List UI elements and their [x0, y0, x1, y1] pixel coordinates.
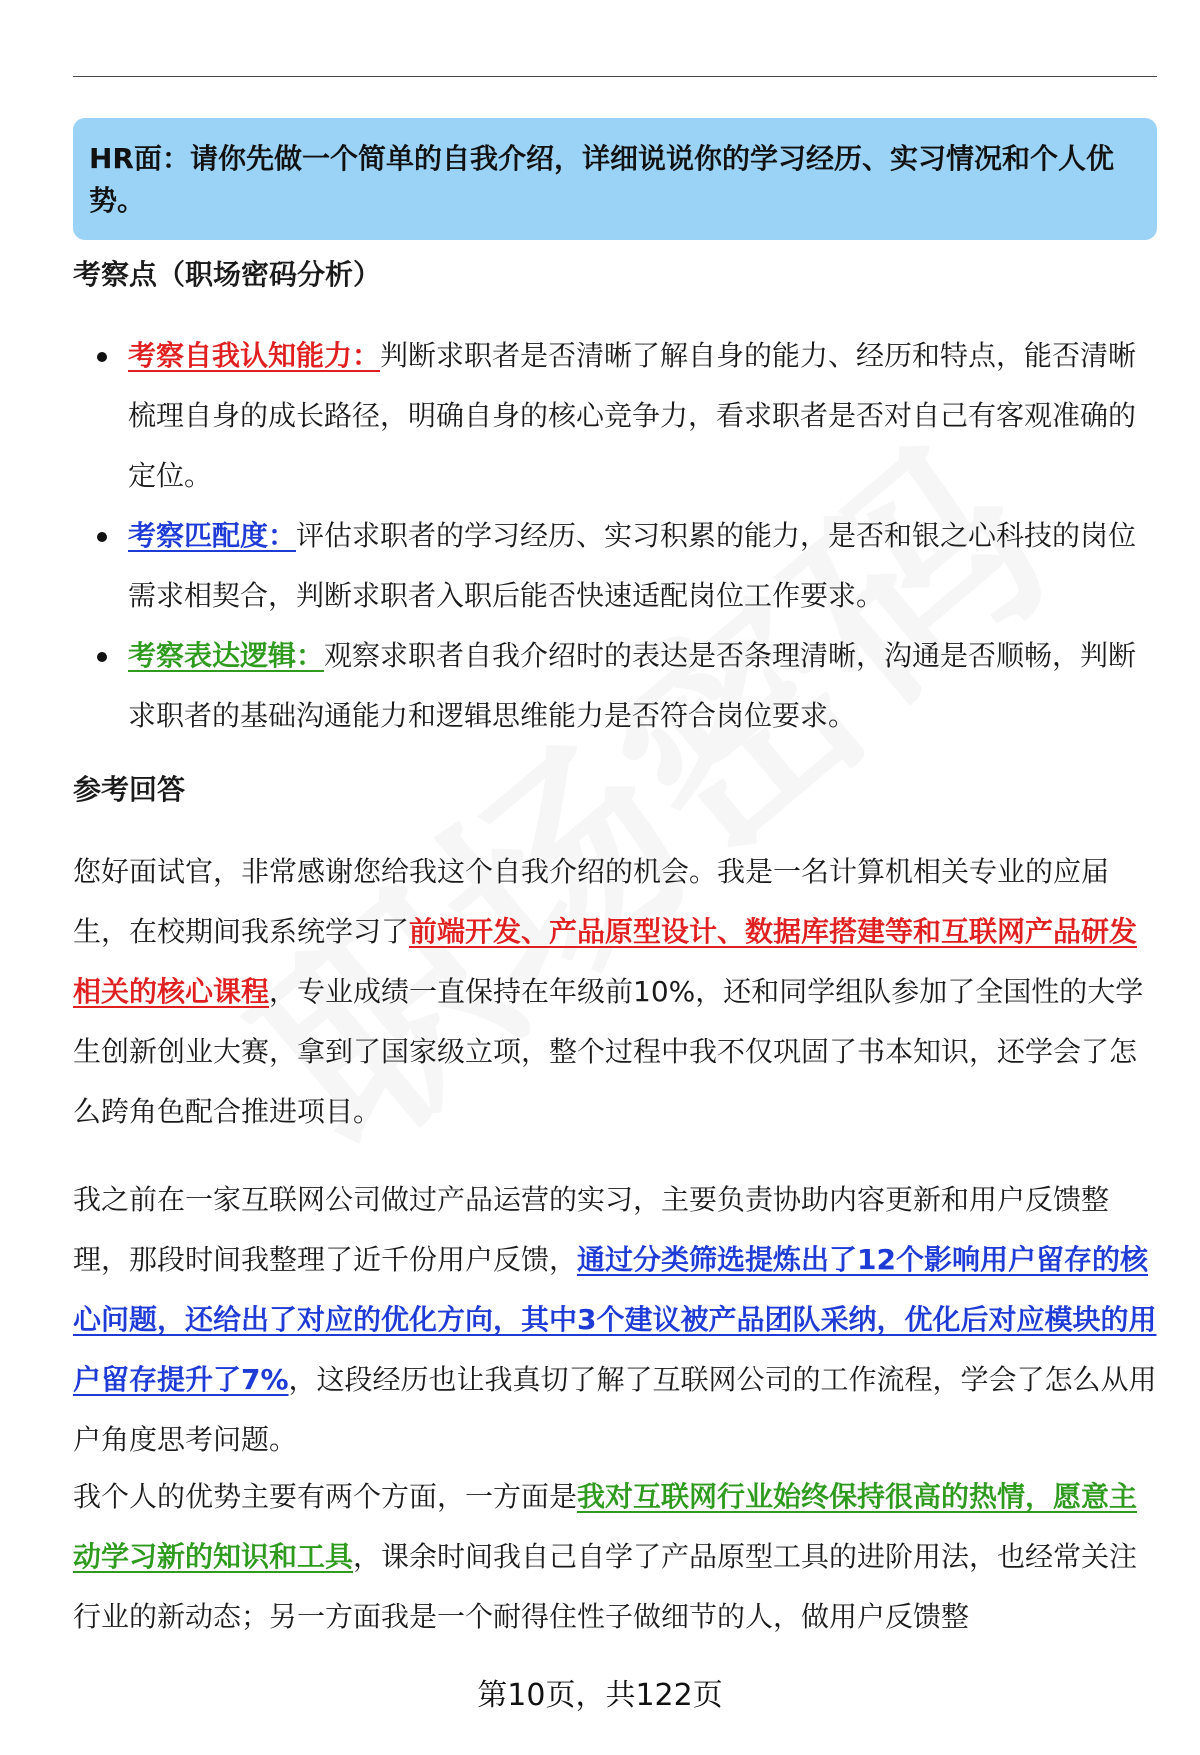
bullet-icon [97, 352, 107, 362]
analysis-point-fit [73, 506, 1157, 626]
point-text: 评估求职者的学习经历、实习积累的能力，是否和银之心科技的岗位需求相契合，判断求职者入职后能否快速适配岗位工作要求。 [128, 519, 1137, 612]
paragraph-text: ，课余时间我自己自学了产品原型工具的进阶用法，也经常关注行业的新动态；另一方面我是一个耐得住性子做细节的人，做用户反馈整 [73, 1540, 1138, 1633]
point-text: 观察求职者自我介绍时的表达是否条理清晰，沟通是否顺畅，判断求职者的基础沟通能力和逻辑思维能力是否符合岗位要求。 [128, 639, 1137, 732]
analysis-heading: 考察点（职场密码分析） [73, 258, 382, 291]
paragraph-highlight: 通过分类筛选提炼出了12个影响用户留存的核心问题，还给出了对应的优化方向，其中3个建议被产品团队采纳，优化后对应模块的用户留存提升了7% [73, 1243, 1157, 1396]
question-text: HR面：请你先做一个简单的自我介绍，详细说说你的学习经历、实习情况和个人优势。 [89, 142, 1114, 217]
answer-paragraph-education [73, 842, 1157, 1142]
analysis-points-list [73, 326, 1157, 746]
paragraph-text: ，专业成绩一直保持在年级前10%，还和同学组队参加了全国性的大学生创新创业大赛，拿到了国家级立项，整个过程中我不仅巩固了书本知识，还学会了怎么跨角色配合推进项目。 [73, 975, 1144, 1128]
point-label: 考察匹配度： [128, 519, 297, 552]
point-text: 判断求职者是否清晰了解自身的能力、经历和特点，能否清晰梳理自身的成长路径，明确自身的核心竞争力，看求职者是否对自己有客观准确的定位。 [128, 339, 1137, 492]
paragraph-text: 我之前在一家互联网公司做过产品运营的实习，主要负责协助内容更新和用户反馈整理，那段时间我整理了近千份用户反馈， [73, 1183, 1110, 1276]
analysis-point-expression [73, 626, 1157, 746]
question-box [73, 118, 1157, 240]
top-divider [73, 76, 1157, 77]
answer-paragraph-strengths [73, 1467, 1157, 1647]
paragraph-text: ，这段经历也让我真切了解了互联网公司的工作流程，学会了怎么从用户角度思考问题。 [73, 1363, 1157, 1456]
point-label: 考察表达逻辑： [128, 639, 325, 672]
paragraph-highlight: 前端开发、产品原型设计、数据库搭建等和互联网产品研发相关的核心课程 [73, 915, 1138, 1008]
bullet-icon [97, 652, 107, 662]
paragraph-highlight: 我对互联网行业始终保持很高的热情，愿意主动学习新的知识和工具 [73, 1480, 1138, 1573]
analysis-point-self-awareness [73, 326, 1157, 506]
paragraph-text: 我个人的优势主要有两个方面，一方面是 [73, 1480, 578, 1513]
paragraph-text: 您好面试官，非常感谢您给我这个自我介绍的机会。我是一名计算机相关专业的应届生，在校期间我系统学习了 [73, 855, 1110, 948]
point-label: 考察自我认知能力： [128, 339, 381, 372]
answer-paragraph-internship [73, 1170, 1157, 1470]
page-number: 第10页，共122页 [477, 1678, 723, 1713]
bullet-icon [97, 532, 107, 542]
answer-heading: 参考回答 [73, 773, 186, 806]
